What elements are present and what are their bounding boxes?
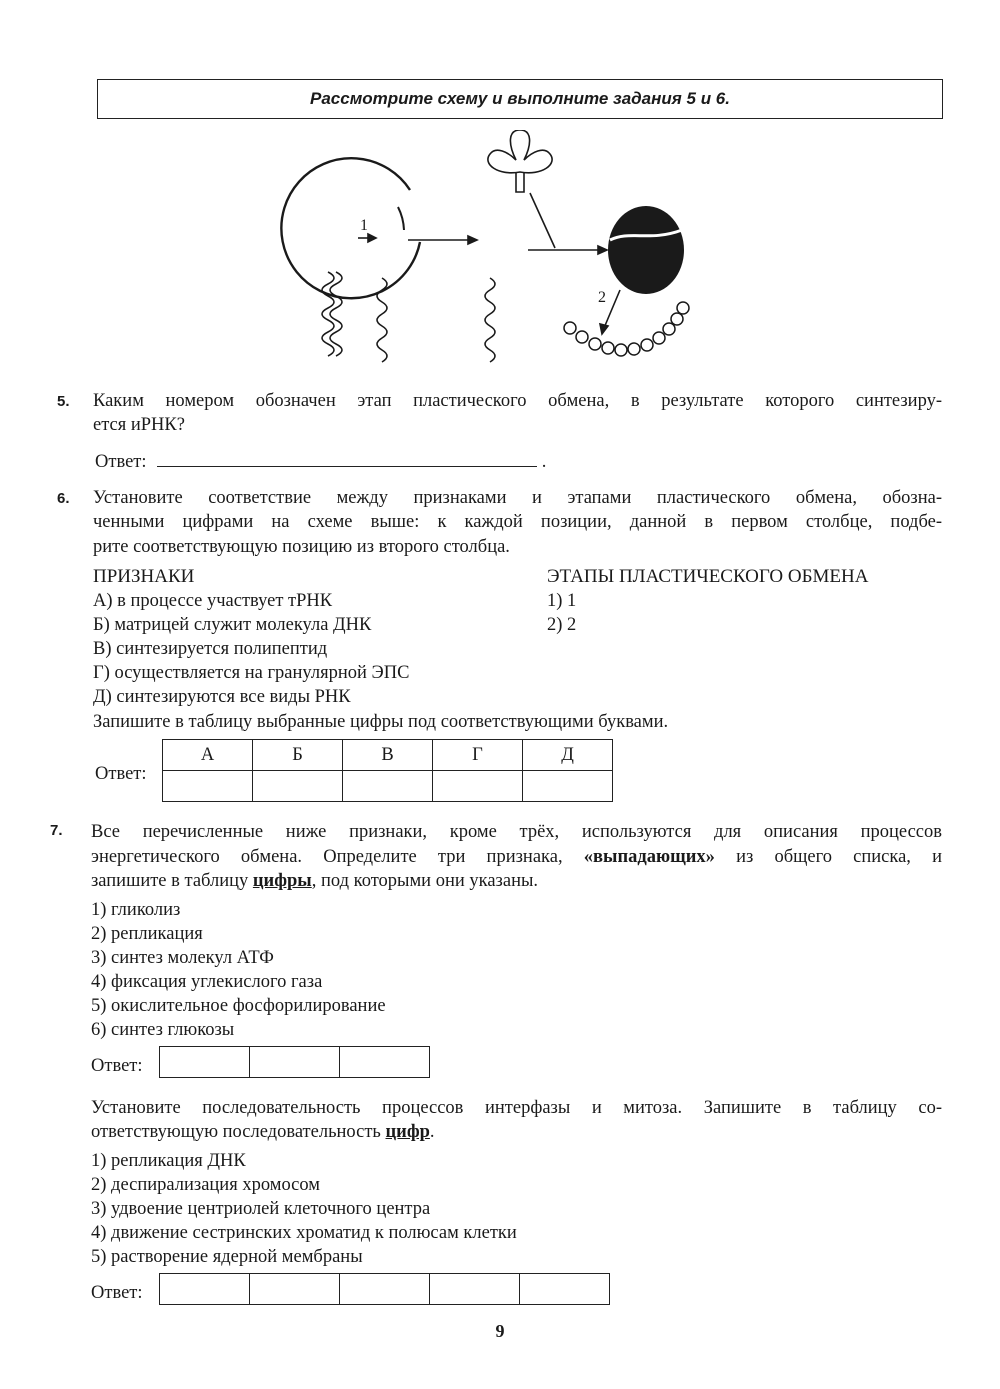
q6-feature-g: Г) осуществляется на гранулярной ЭПС — [93, 663, 410, 683]
q7-item: 4) фиксация углекислого газа — [91, 972, 323, 992]
q7-answer-cell[interactable] — [250, 1047, 340, 1078]
q8-answer-cell[interactable] — [250, 1274, 340, 1305]
q6-feature-d: Д) синтезируются все виды РНК — [93, 687, 351, 707]
q6-feature-a: А) в процессе участвует тРНК — [93, 591, 333, 611]
q7-item: 3) синтез молекул АТФ — [91, 948, 274, 968]
q6-col-b: Б — [253, 740, 343, 771]
diagram-label-2: 2 — [598, 289, 606, 306]
q8-answer-cell[interactable] — [520, 1274, 610, 1305]
q7-number: 7. — [50, 822, 63, 839]
q5-answer-label: Ответ: — [95, 452, 147, 472]
q7-item: 5) окислительное фосфорилирование — [91, 996, 386, 1016]
q6-col-a: А — [163, 740, 253, 771]
q7-item: 1) гликолиз — [91, 900, 181, 920]
q8-item: 5) растворение ядерной мембраны — [91, 1247, 363, 1267]
q6-features-header: ПРИЗНАКИ — [93, 566, 195, 587]
q5-text-line2: ется иРНК? — [93, 415, 185, 435]
q5-number: 5. — [57, 393, 70, 410]
q6-instruction: Запишите в таблицу выбранные цифры под соответствующими буквами. — [93, 712, 669, 732]
q5-answer-field[interactable] — [157, 449, 537, 467]
q7-text-line2: энергетического обмена. Определите три признака, «выпадающих» из общего списка, и — [91, 847, 942, 867]
nucleus-outline-inner — [398, 207, 404, 230]
q6-answer-cell[interactable] — [253, 771, 343, 802]
q6-text-line3: рите соответствующую позицию из второго столбца. — [93, 537, 510, 557]
q5-answer-tail: . — [541, 452, 547, 472]
ribosome — [608, 206, 684, 294]
nucleus-outline — [281, 158, 420, 298]
q8-item: 2) деспирализация хромосом — [91, 1175, 320, 1195]
q6-number: 6. — [57, 490, 70, 507]
q6-col-v: В — [343, 740, 433, 771]
q7-answer-cell[interactable] — [340, 1047, 430, 1078]
q6-col-d: Д — [523, 740, 613, 771]
q7-answer-table — [159, 1046, 430, 1078]
q7-answer-label: Ответ: — [91, 1056, 143, 1076]
q6-answer-cell[interactable] — [163, 771, 253, 802]
q7-text-line3: запишите в таблицу цифры, под которыми они указаны. — [91, 871, 539, 891]
q8-answer-label: Ответ: — [91, 1283, 143, 1303]
q6-answer-label: Ответ: — [95, 764, 147, 784]
q6-answer-cell[interactable] — [523, 771, 613, 802]
q8-text-line1: Установите последовательность процессов интерфазы и митоза. Запишите в таблицу со- — [91, 1098, 942, 1118]
mrna-in-cytoplasm — [485, 278, 495, 362]
q6-answer-cell[interactable] — [343, 771, 433, 802]
dna-strand-b — [330, 272, 342, 356]
q7-item: 6) синтез глюкозы — [91, 1020, 235, 1040]
polypeptide-chain — [564, 302, 689, 356]
q8-item: 3) удвоение центриолей клеточного центра — [91, 1199, 431, 1219]
q6-stage-2: 2) 2 — [547, 615, 577, 635]
q5-text-line1: Каким номером обозначен этап пластического обмена, в результате которого синтезиру- — [93, 391, 942, 411]
q6-stage-1: 1) 1 — [547, 591, 577, 611]
dna-strand-a — [322, 272, 334, 356]
instruction-banner — [97, 79, 943, 119]
q7-answer-cell[interactable] — [160, 1047, 250, 1078]
trna-cloverleaf — [488, 130, 552, 173]
page-number: 9 — [495, 1321, 505, 1341]
q8-item: 1) репликация ДНК — [91, 1151, 246, 1171]
q8-answer-cell[interactable] — [160, 1274, 250, 1305]
q8-text-line2: ответствующую последовательность цифр. — [91, 1122, 435, 1142]
q6-col-g: Г — [433, 740, 523, 771]
q6-text-line2: ченными цифрами на схеме выше: к каждой позиции, данной в первом столбце, подбе- — [93, 512, 942, 532]
q7-text-line1: Все перечисленные ниже признаки, кроме трёх, используются для описания процессов — [91, 822, 942, 842]
q5-answer-row — [95, 449, 546, 474]
q6-feature-b: Б) матрицей служит молекула ДНК — [93, 615, 372, 635]
q7-item: 2) репликация — [91, 924, 203, 944]
q6-text-line1: Установите соответствие между признаками и этапами пластического обмена, обозна- — [93, 488, 942, 508]
protein-synthesis-diagram — [280, 130, 720, 370]
diagram-label-1: 1 — [360, 217, 368, 234]
q6-feature-v: В) синтезируется полипептид — [93, 639, 328, 659]
q6-stages-header: ЭТАПЫ ПЛАСТИЧЕСКОГО ОБМЕНА — [547, 566, 869, 587]
q8-answer-cell[interactable] — [340, 1274, 430, 1305]
banner-text: Рассмотрите схему и выполните задания 5 и 6. — [310, 89, 730, 108]
q8-answer-cell[interactable] — [430, 1274, 520, 1305]
q6-answer-cell[interactable] — [433, 771, 523, 802]
q8-item: 4) движение сестринских хроматид к полюсам клетки — [91, 1223, 517, 1243]
q6-answer-table — [162, 739, 613, 802]
q8-answer-table — [159, 1273, 610, 1305]
